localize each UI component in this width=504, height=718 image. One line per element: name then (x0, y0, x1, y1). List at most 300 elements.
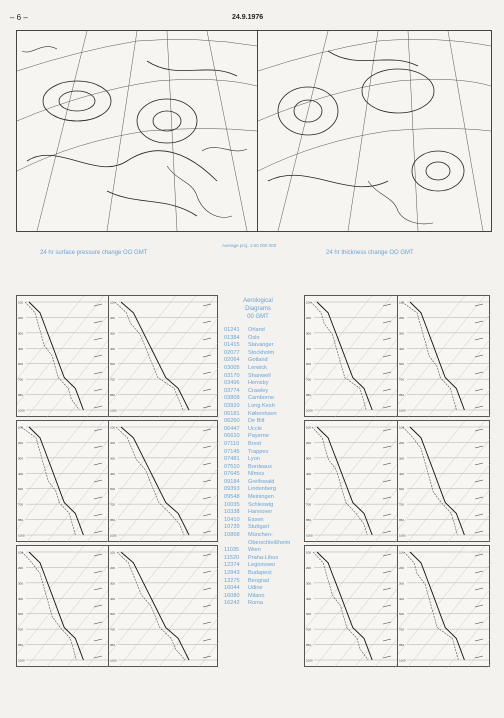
isotherm-line (218, 296, 219, 418)
station-row (224, 562, 298, 570)
sounding-plot (17, 421, 110, 543)
station-code: 16044 (224, 585, 240, 592)
isotherm-line (109, 296, 176, 418)
pressure-label: 1000 (110, 533, 117, 538)
isotherm-line (86, 546, 110, 668)
pressure-label: 400 (110, 346, 116, 351)
station-name: Hemsby (248, 380, 269, 387)
isotherm-line (118, 546, 216, 668)
isotherm-line (407, 421, 491, 543)
wind-barb (383, 656, 391, 658)
isotherm-line (374, 296, 399, 418)
pressure-label: 200 (399, 440, 405, 445)
wind-barb (203, 321, 211, 323)
station-row (224, 585, 298, 593)
station-row (224, 342, 298, 350)
pressure-label: 300 (18, 456, 24, 461)
pressure-label: 400 (306, 346, 312, 351)
wind-barb (475, 446, 483, 448)
pressure-label: 850 (18, 518, 24, 523)
pressure-label: 850 (110, 393, 116, 398)
station-code: 07645 (224, 471, 240, 478)
station-name: Essen (248, 516, 264, 523)
station-row (224, 388, 298, 396)
pressure-label: 700 (399, 502, 405, 507)
pressure-label: 300 (110, 331, 116, 336)
wind-barb (383, 531, 391, 533)
isotherm-line (354, 421, 399, 543)
isotherm-line (17, 421, 104, 543)
wind-barb (203, 588, 211, 590)
wind-barb (94, 605, 102, 607)
pressure-label: 100 (110, 300, 116, 305)
dewpoint-profile (313, 552, 368, 660)
station-code: 07110 (224, 440, 240, 447)
isotherm-line (218, 546, 219, 668)
wind-barb (475, 355, 483, 357)
dewpoint-profile (402, 302, 456, 410)
pressure-label: 500 (110, 487, 116, 492)
wind-barb (94, 389, 102, 391)
isotherm-line (398, 421, 485, 543)
station-name: De Bilt (248, 418, 265, 425)
wind-barb (383, 463, 391, 465)
pressure-label: 850 (399, 393, 405, 398)
station-name: Schleswig (248, 501, 274, 508)
station-name: Stuttgart (248, 524, 270, 531)
pressure-label: 700 (306, 502, 312, 507)
station-name: Orland (248, 327, 265, 333)
station-name: Trappes (248, 448, 269, 455)
isotherm-line (305, 546, 372, 668)
station-row (224, 456, 298, 464)
station-code: 01384 (224, 334, 240, 341)
station-code: 03920 (224, 402, 240, 409)
isotherm-line (86, 421, 110, 543)
aerological-diagram (397, 295, 490, 417)
station-name: Gotland (248, 357, 268, 364)
pressure-label: 200 (306, 315, 312, 320)
isotherm-line (109, 546, 176, 668)
wind-barb (94, 480, 102, 482)
pressure-label: 700 (110, 627, 116, 632)
dewpoint-profile (312, 427, 367, 535)
pressure-label: 200 (306, 565, 312, 570)
pressure-label: 400 (18, 346, 24, 351)
station-row (224, 486, 298, 494)
right-map-caption: 24 hr thickness change OO GMT (326, 250, 414, 256)
wind-barb (475, 605, 483, 607)
pressure-label: 200 (399, 565, 405, 570)
station-row (224, 464, 298, 472)
station-row (224, 494, 298, 502)
wind-barb (383, 514, 391, 516)
pressure-label: 500 (399, 362, 405, 367)
station-name: Oslo (248, 334, 260, 341)
weather-maps-panel (16, 30, 492, 232)
sounding-plot (305, 421, 399, 543)
pressure-label: 1000 (306, 658, 313, 663)
wind-barb (383, 639, 391, 641)
station-row (224, 471, 298, 479)
isotherm-line (374, 546, 399, 668)
isotherm-line (86, 296, 110, 418)
station-name: Roma (248, 600, 263, 607)
wind-barb (94, 429, 102, 431)
station-row (224, 502, 298, 510)
temperature-profile (29, 427, 83, 535)
wind-barb (475, 571, 483, 573)
isotherm-line (305, 296, 372, 418)
isotherm-line (467, 296, 491, 418)
pressure-label: 300 (399, 456, 405, 461)
pressure-label: 850 (399, 643, 405, 648)
wind-barb (383, 389, 391, 391)
wind-barb (94, 639, 102, 641)
sounding-plot (109, 421, 219, 543)
station-code: 06447 (224, 425, 240, 432)
pressure-label: 400 (110, 471, 116, 476)
wind-barb (203, 372, 211, 374)
station-row (224, 373, 298, 381)
station-row (224, 433, 298, 441)
station-row (224, 335, 298, 343)
station-code: 01415 (224, 342, 240, 349)
station-code: 07510 (224, 463, 240, 470)
pressure-label: 300 (306, 331, 312, 336)
isotherm-line (158, 546, 219, 668)
pressure-label: 700 (399, 627, 405, 632)
wind-barb (475, 497, 483, 499)
temperature-profile (121, 302, 189, 410)
station-row (224, 532, 298, 547)
isotherm-line (487, 296, 491, 418)
station-code: 12374 (224, 562, 240, 569)
wind-barb (203, 531, 211, 533)
pressure-label: 300 (18, 581, 24, 586)
station-name: München-Oberschleißheim (248, 532, 291, 546)
station-code: 07145 (224, 448, 240, 455)
temperature-profile (410, 552, 464, 660)
sounding-plot (398, 296, 491, 418)
temperature-profile (317, 427, 372, 535)
wind-barb (475, 429, 483, 431)
pressure-label: 850 (306, 518, 312, 523)
station-name: Payerne (248, 433, 269, 440)
isotherm-line (334, 421, 399, 543)
wind-barb (203, 406, 211, 408)
pressure-label: 500 (306, 487, 312, 492)
isotherm-line (218, 421, 219, 543)
sounding-plot (305, 546, 399, 668)
pressure-label: 1000 (110, 658, 117, 663)
station-code: 03496 (224, 380, 240, 387)
station-row (224, 350, 298, 358)
left-map-caption: 24 hr surface pressure change OO GMT (40, 250, 148, 256)
aerological-diagram (304, 420, 398, 542)
sounding-plot (398, 546, 491, 668)
station-code: 03808 (224, 395, 240, 402)
wind-barb (203, 514, 211, 516)
station-row (224, 555, 298, 563)
wind-barb (94, 622, 102, 624)
station-name: Udine (248, 585, 263, 592)
station-name: Bordeaux (248, 463, 272, 470)
sounding-plot (109, 546, 219, 668)
dewpoint-profile (22, 552, 76, 660)
pressure-label: 100 (306, 550, 312, 555)
pressure-label: 700 (18, 502, 24, 507)
isotherm-line (26, 546, 110, 668)
thickness-change-map (258, 31, 491, 231)
pressure-label: 700 (18, 377, 24, 382)
station-code: 02064 (224, 357, 240, 364)
isotherm-line (109, 421, 196, 543)
wind-barb (94, 588, 102, 590)
station-code: 09548 (224, 494, 240, 501)
wind-barb (475, 338, 483, 340)
isotherm-line (398, 546, 485, 668)
temperature-profile (29, 552, 83, 660)
station-code: 10410 (224, 516, 240, 523)
wind-barb (203, 639, 211, 641)
pressure-label: 400 (399, 596, 405, 601)
station-row (224, 357, 298, 365)
pressure-label: 100 (306, 425, 312, 430)
wind-barb (475, 554, 483, 556)
station-code: 01241 (224, 327, 240, 333)
wind-barb (94, 304, 102, 306)
temperature-profile (410, 427, 464, 535)
isotherm-line (109, 296, 196, 418)
aerological-title-line2: Diagrams (245, 306, 271, 312)
wind-barb (475, 588, 483, 590)
aerological-diagram (304, 545, 398, 667)
station-name: Camborne (248, 395, 275, 402)
isotherm-line (467, 546, 491, 668)
station-row (224, 547, 298, 555)
temperature-profile (410, 302, 464, 410)
wind-barb (203, 446, 211, 448)
pressure-label: 500 (18, 487, 24, 492)
station-row (224, 578, 298, 586)
isotherm-line (398, 296, 465, 418)
isotherm-line (118, 296, 216, 418)
pressure-label: 1000 (399, 408, 406, 413)
pressure-label: 200 (18, 565, 24, 570)
station-row (224, 327, 298, 335)
pressure-label: 850 (306, 643, 312, 648)
isotherm-line (447, 546, 491, 668)
dewpoint-profile (116, 427, 184, 535)
wind-barb (475, 463, 483, 465)
station-row (224, 570, 298, 578)
isotherm-line (17, 546, 104, 668)
pressure-label: 850 (110, 643, 116, 648)
map-divider (257, 30, 258, 232)
pressure-label: 500 (18, 612, 24, 617)
wind-barb (94, 446, 102, 448)
wind-barb (203, 622, 211, 624)
wind-barb (203, 554, 211, 556)
wind-barb (203, 429, 211, 431)
station-code: 06181 (224, 410, 240, 417)
pressure-label: 300 (306, 456, 312, 461)
dewpoint-profile (21, 427, 75, 535)
pressure-label: 200 (18, 315, 24, 320)
station-name: Lerwick (248, 364, 267, 371)
sounding-plot (17, 546, 110, 668)
station-row (224, 479, 298, 487)
pressure-label: 850 (18, 393, 24, 398)
station-row (224, 380, 298, 388)
aerological-diagram (397, 545, 490, 667)
pressure-label: 1000 (110, 408, 117, 413)
isotherm-line (305, 421, 372, 543)
aerological-diagram (16, 545, 109, 667)
aerological-diagram (304, 295, 398, 417)
station-row (224, 509, 298, 517)
isotherm-line (305, 296, 392, 418)
wind-barb (94, 514, 102, 516)
station-name: Wien (248, 547, 261, 554)
station-name: Brest (248, 440, 262, 447)
isotherm-line (118, 421, 216, 543)
pressure-label: 1000 (18, 408, 25, 413)
pressure-label: 850 (306, 393, 312, 398)
pressure-label: 500 (399, 612, 405, 617)
station-row (224, 403, 298, 411)
pressure-label: 500 (399, 487, 405, 492)
station-row (224, 365, 298, 373)
pressure-label: 300 (399, 331, 405, 336)
aerological-diagram (16, 295, 109, 417)
station-row (224, 524, 298, 532)
dewpoint-profile (117, 552, 185, 660)
aerological-diagram (108, 420, 218, 542)
isotherm-line (17, 546, 84, 668)
pressure-label: 1000 (306, 533, 313, 538)
station-code: 07481 (224, 456, 240, 463)
isotherm-line (314, 421, 399, 543)
isotherm-line (398, 421, 465, 543)
isotherm-line (447, 421, 491, 543)
pressure-label: 700 (399, 377, 405, 382)
pressure-label: 400 (306, 471, 312, 476)
wind-barb (475, 304, 483, 306)
pressure-label: 200 (18, 440, 24, 445)
page-date: 24.9.1976 (232, 14, 264, 21)
station-row (224, 441, 298, 449)
isotherm-line (374, 421, 399, 543)
wind-barb (94, 355, 102, 357)
wind-barb (475, 639, 483, 641)
wind-barb (475, 389, 483, 391)
temperature-profile (121, 427, 189, 535)
pressure-label: 300 (110, 581, 116, 586)
station-code: 06610 (224, 433, 240, 440)
wind-barb (203, 571, 211, 573)
station-row (224, 449, 298, 457)
wind-barb (94, 571, 102, 573)
aerological-title-line1: Aerological (243, 298, 273, 304)
station-name: Hannover (248, 509, 273, 516)
station-code: 09393 (224, 486, 240, 493)
isotherm-line (17, 296, 84, 418)
isotherm-line (26, 296, 110, 418)
wind-barb (475, 622, 483, 624)
station-row (224, 426, 298, 434)
station-name: Stockholm (248, 349, 275, 356)
station-name: Milano (248, 592, 265, 599)
station-code: 10739 (224, 524, 240, 531)
wind-barb (94, 554, 102, 556)
isotherm-line (407, 296, 491, 418)
station-code: 10868 (224, 532, 240, 539)
aerological-title (228, 297, 288, 321)
pressure-label: 400 (18, 596, 24, 601)
isotherm-line (158, 421, 219, 543)
dewpoint-profile (404, 552, 458, 660)
pressure-label: 1000 (18, 658, 25, 663)
isotherm-line (109, 546, 196, 668)
pressure-label: 400 (110, 596, 116, 601)
isotherm-line (398, 546, 465, 668)
isotherm-line (354, 296, 399, 418)
dewpoint-profile (115, 302, 183, 410)
pressure-label: 300 (399, 581, 405, 586)
isotherm-line (26, 421, 110, 543)
isotherm-line (66, 296, 110, 418)
dewpoint-profile (403, 427, 457, 535)
station-name: Stavanger (248, 342, 274, 349)
wind-barb (475, 480, 483, 482)
station-name: Lyon (248, 456, 260, 463)
station-code: 11520 (224, 554, 240, 561)
station-name: Legionowo (248, 562, 276, 569)
station-list (224, 327, 298, 608)
aerological-diagram (108, 295, 218, 417)
wind-barb (383, 588, 391, 590)
temperature-profile (29, 302, 83, 410)
station-name: Crawley (248, 387, 269, 394)
station-code: 02077 (224, 349, 240, 356)
station-code: 13275 (224, 577, 240, 584)
station-code: 10035 (224, 501, 240, 508)
station-code: 03774 (224, 387, 240, 394)
station-code: 03170 (224, 372, 240, 379)
isotherm-line (109, 421, 176, 543)
aerological-diagram (16, 420, 109, 542)
aerological-title-line3: 00 GMT (247, 314, 269, 320)
dewpoint-profile (311, 302, 366, 410)
wind-barb (94, 372, 102, 374)
wind-barb (383, 338, 391, 340)
pressure-label: 100 (18, 550, 24, 555)
pressure-label: 700 (110, 502, 116, 507)
pressure-label: 100 (399, 300, 405, 305)
sounding-plot (305, 296, 399, 418)
pressure-label: 200 (110, 565, 116, 570)
pressure-label: 300 (306, 581, 312, 586)
pressure-label: 700 (18, 627, 24, 632)
pressure-label: 100 (399, 425, 405, 430)
pressure-label: 850 (18, 643, 24, 648)
wind-barb (383, 406, 391, 408)
station-name: Beograd (248, 577, 270, 584)
isotherm-line (314, 296, 399, 418)
pressure-label: 100 (18, 300, 24, 305)
